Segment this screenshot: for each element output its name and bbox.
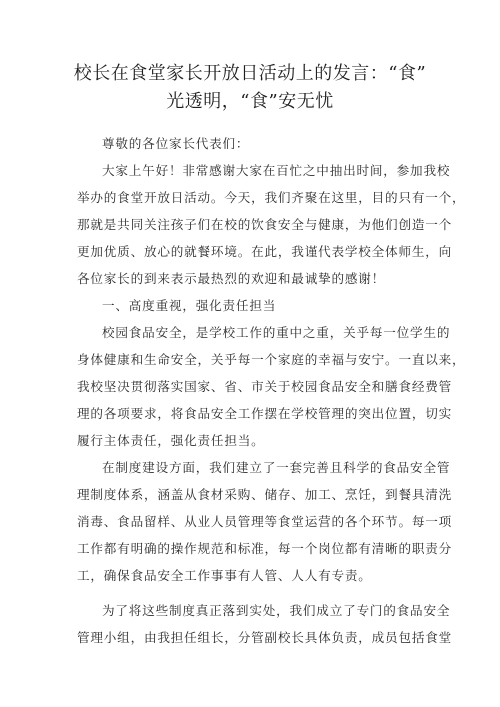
paragraph-line: 各位家长的到来表示最热烈的欢迎和最诚挚的感谢！ — [77, 271, 386, 286]
document-title-line-2: 光透明，“食”安无忧 — [166, 91, 334, 112]
paragraph-line: 校园食品安全，是学校工作的重中之重，关乎每一位学生的 — [102, 325, 451, 340]
section-heading: 一、高度重视，强化责任担当 — [102, 298, 277, 313]
salutation: 尊敬的各位家长代表们： — [102, 136, 250, 151]
paragraph-line: 消毒、食品留样、从业人员管理等食堂运营的各个环节。每一项 — [77, 514, 453, 529]
document-title-line-1: 校长在食堂家长开放日活动上的发言：“食” — [73, 63, 427, 84]
paragraph-line: 大家上午好！非常感谢大家在百忙之中抽出时间，参加我校 — [102, 163, 451, 178]
paragraph-line: 理的各项要求，将食品安全工作摆在学校管理的突出位置，切实 — [77, 406, 453, 421]
paragraph-line: 我校坚决贯彻落实国家、省、市关于校园食品安全和膳食经费管 — [77, 379, 453, 394]
paragraph-line: 身体健康和生命安全，关乎每一个家庭的幸福与安宁。一直以来， — [77, 352, 466, 367]
paragraph-line: 管理小组，由我担任组长，分管副校长具体负责，成员包括食堂 — [77, 630, 453, 645]
paragraph-line: 在制度建设方面，我们建立了一套完善且科学的食品安全管 — [102, 460, 451, 475]
paragraph-line: 理制度体系，涵盖从食材采购、储存、加工、烹饪，到餐具清洗 — [77, 487, 453, 502]
paragraph-line: 举办的食堂开放日活动。今天，我们齐聚在这里，目的只有一个， — [77, 190, 466, 205]
paragraph-line: 履行主体责任，强化责任担当。 — [77, 433, 265, 448]
paragraph-line: 工作都有明确的操作规范和标准，每一个岗位都有清晰的职责分 — [77, 541, 453, 556]
paragraph-line: 那就是共同关注孩子们在校的饮食安全与健康，为他们创造一个 — [77, 217, 453, 232]
paragraph-line: 更加优质、放心的就餐环境。在此，我谨代表学校全体师生，向 — [77, 244, 453, 259]
paragraph-line: 工，确保食品安全工作事事有人管、人人有专责。 — [77, 568, 372, 583]
paragraph-line: 为了将这些制度真正落到实处，我们成立了专门的食品安全 — [102, 603, 451, 618]
